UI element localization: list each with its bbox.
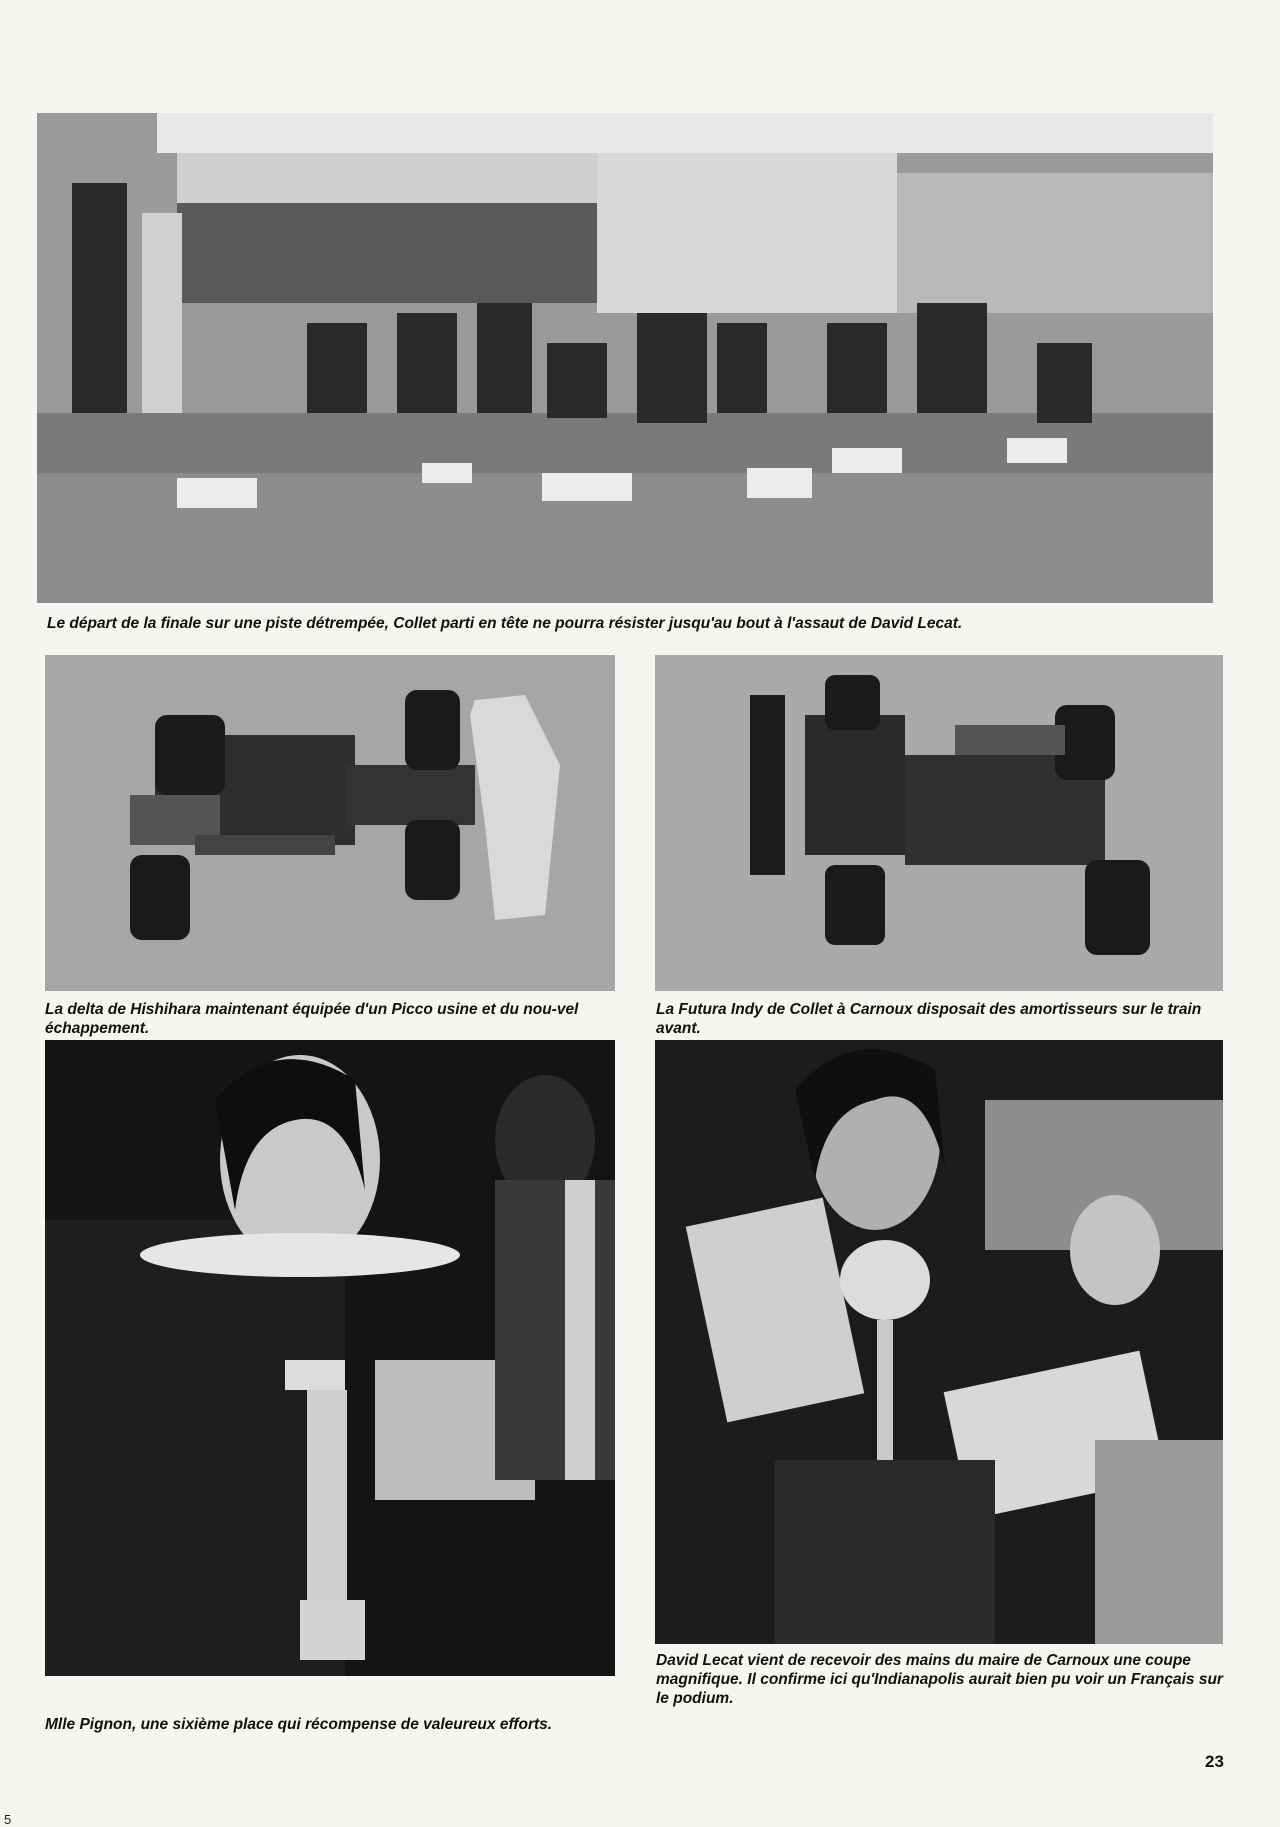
caption-david-lecat: David Lecat vient de recevoir des mains du maire de Carnoux une coupe magnifique. Il confirme ici qu'Indianapolis aurait bien pu voir un Français sur le podium. bbox=[656, 1652, 1223, 1707]
caption-race-start: Le départ de la finale sur une piste détrempée, Collet parti en tête ne pourra résister jusqu'au bout à l'assaut de David Lecat. bbox=[47, 615, 963, 632]
caption-mlle-pignon: Mlle Pignon, une sixième place qui récompense de valeureux efforts. bbox=[45, 1716, 553, 1733]
photo-futura-indy bbox=[655, 655, 1223, 991]
photo-race-start bbox=[37, 113, 1213, 603]
caption-delta-chassis: La delta de Hishihara maintenant équipée d'un Picco usine et du nou-vel échappement. bbox=[45, 1001, 579, 1037]
photo-david-lecat bbox=[655, 1040, 1223, 1644]
margin-mark: 5 bbox=[4, 1812, 12, 1827]
photo-delta-chassis bbox=[45, 655, 615, 991]
caption-futura-indy: La Futura Indy de Collet à Carnoux disposait des amortisseurs sur le train avant. bbox=[656, 1001, 1202, 1037]
photo-mlle-pignon bbox=[45, 1040, 615, 1676]
page-number: 23 bbox=[1205, 1752, 1224, 1771]
